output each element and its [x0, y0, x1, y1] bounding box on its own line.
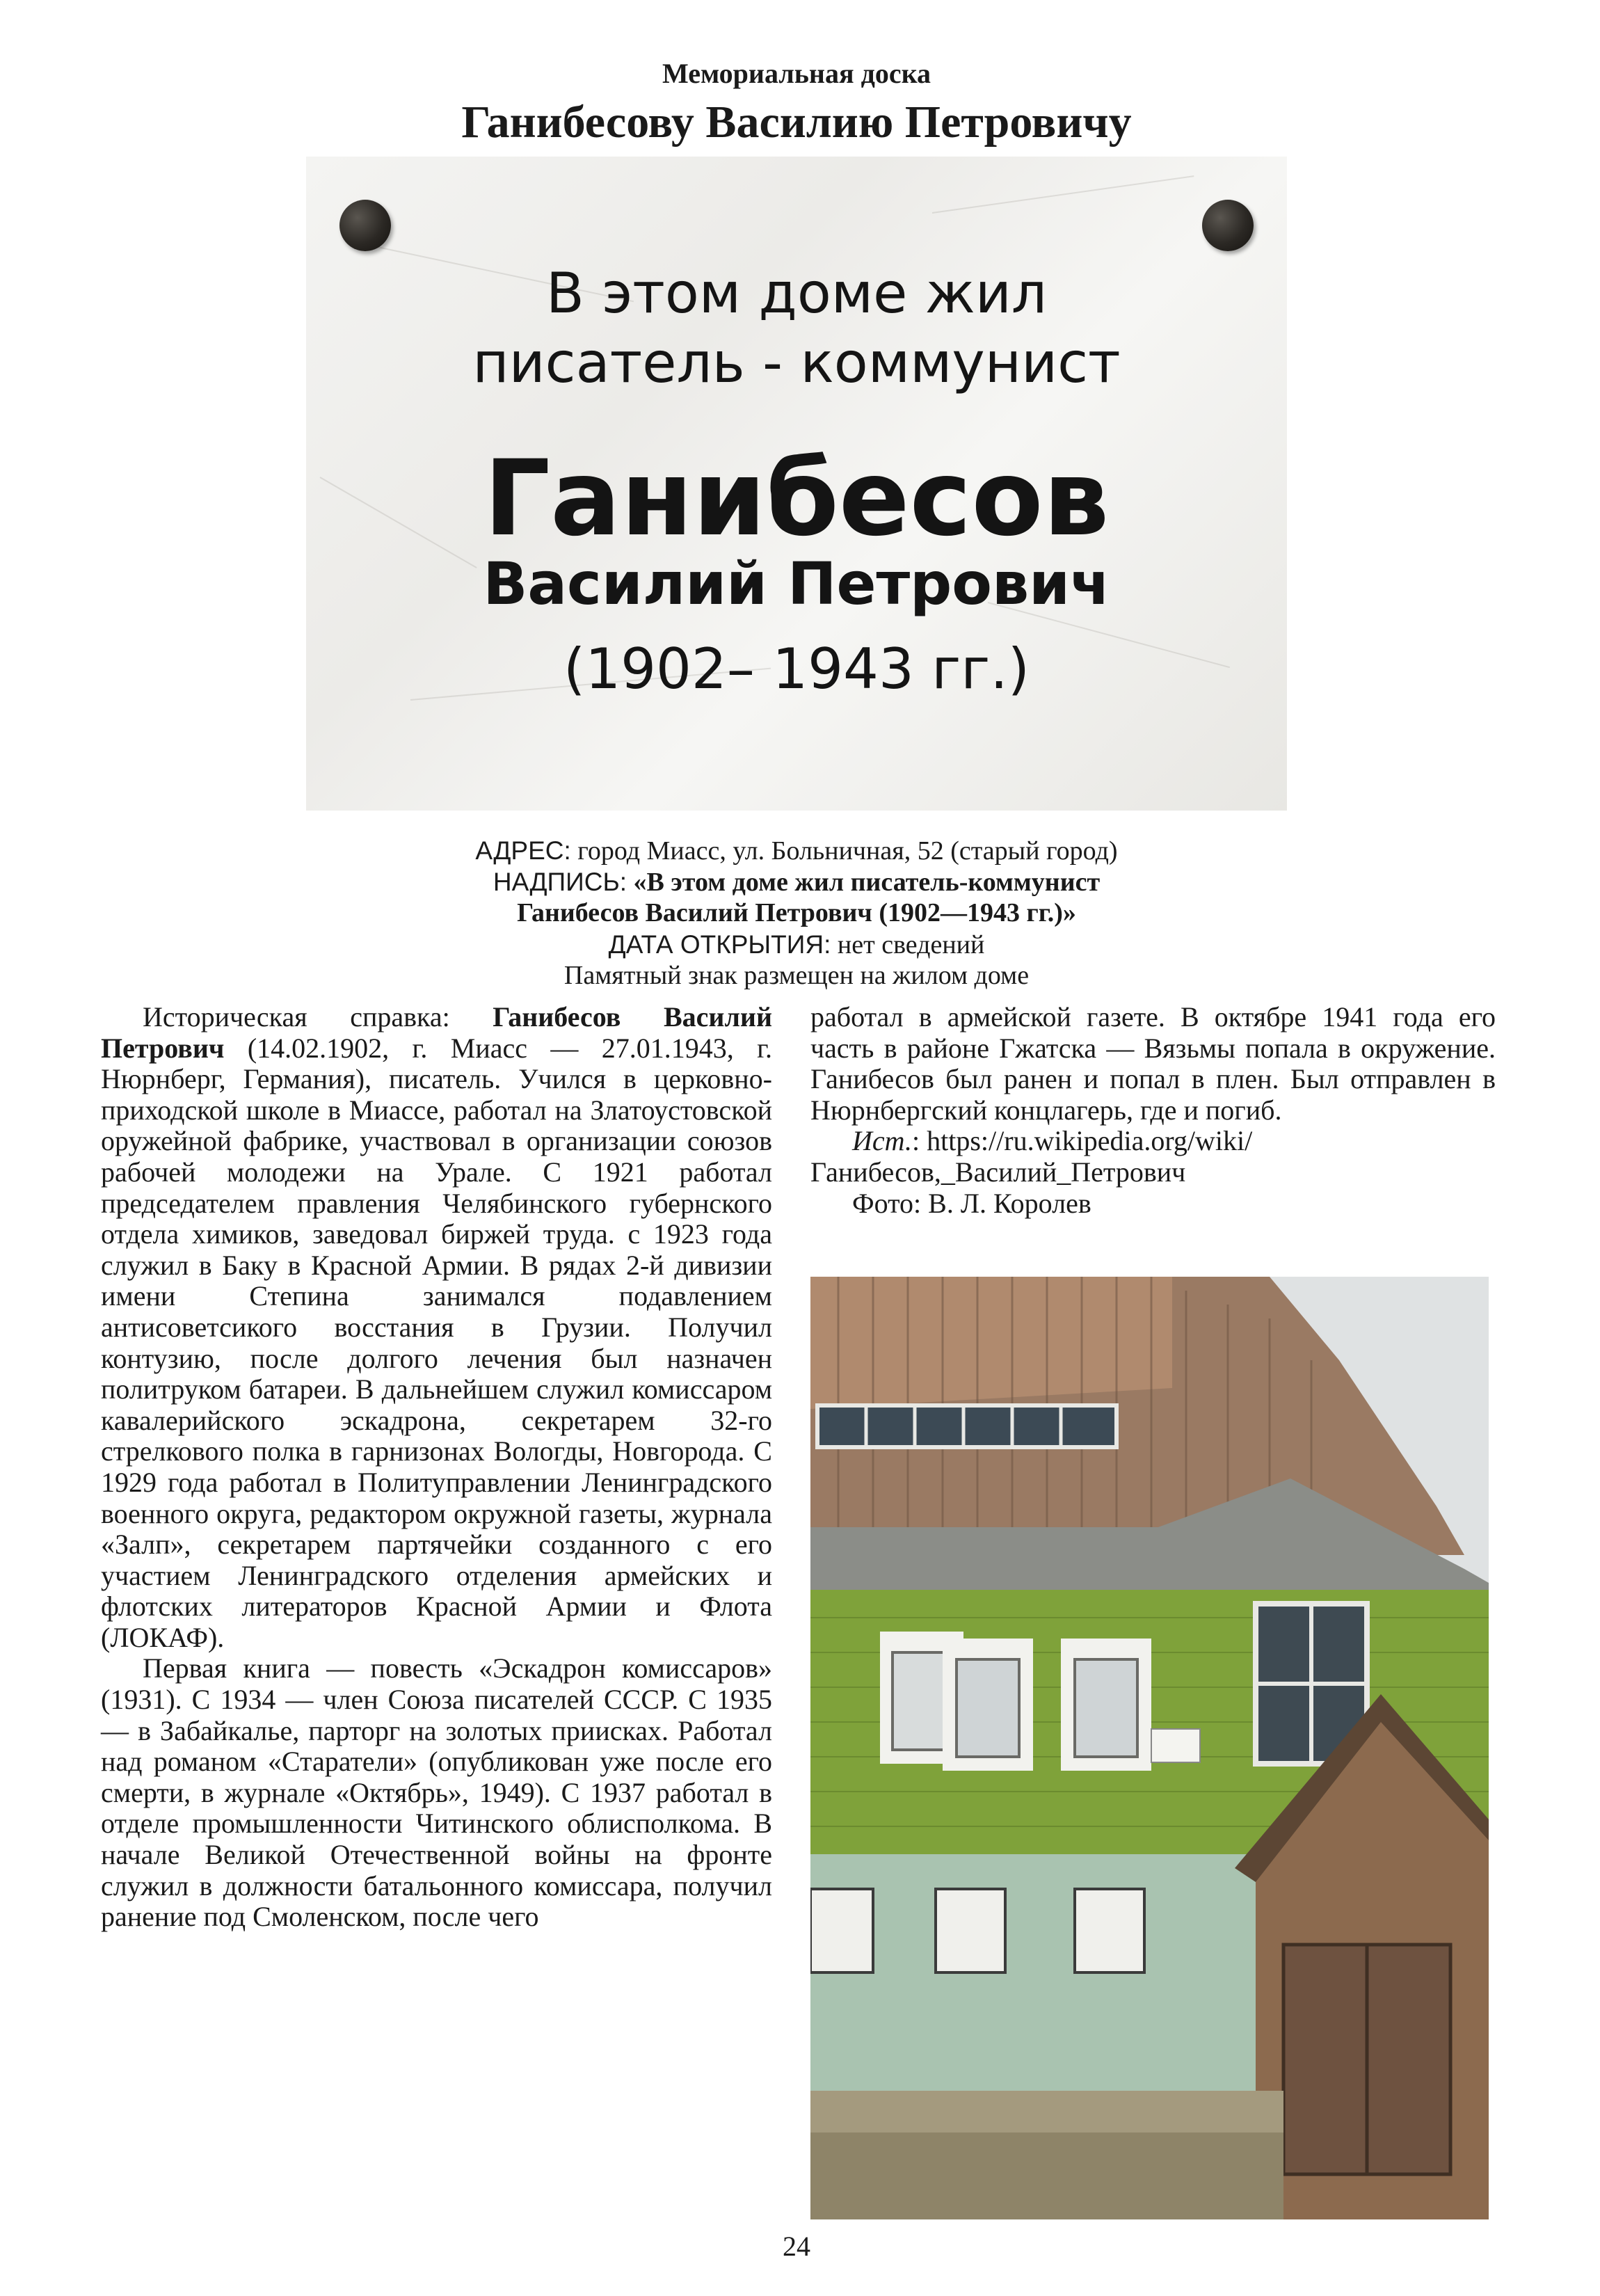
page-supertitle: Мемориальная доска	[662, 58, 931, 89]
plaque-name: Василий Петрович	[483, 550, 1110, 618]
plaque-bolt-left	[339, 200, 391, 251]
history-text: (14.02.1902, г. Миасс — 27.01.1943, г. Нюрнберг, Германия), писатель. Учился в церковно-приходской школе в Миассе, работал на Златоустовской оружейной фабрике, участвовал в организации союзов рабочей молодежи на Урале. С 1921 работал председателем правления Челябинского губернского отдела химиков, заведовал биржей труда. с 1923 года служил в Баку в Красной Армии. В рядах 2-й дивизии имени Степина занимался подавлением антисоветсикого восстания в Грузии. Получил контузию, после долгого лечения был назначен политруком батареи. В дальнейшем служил комиссаром кавалерийского эскадрона, секретарем 32-го стрелкового полка в гарнизонах Вологды, Новгорода. С 1929 года работал в Политуправлении Ленинградского военного округа, редактором окружной газеты, журнала «Залп», секретарем партячейки созданного с его участием Ленинградского отделения армейских и флотских литераторов Красной Армии и Флота (ЛОКАФ).	[101, 1032, 772, 1653]
photo-credit: Фото: В. Л. Королев	[852, 1187, 1091, 1219]
body-paragraph-2: Первая книга — повесть «Эскадрон комиссаров» (1931). С 1934 — член Союза писателей СССР. С 1935 — в Забайкалье, парторг на золотых приисках. Работал над романом «Старатели» (опубликован уже после его смерти, в журнале «Октябрь», 1949). С 1937 работал в отделе промышленности Читинского облисполкома. В начале Великой Отечественной войны на фронте служил в должности батальонного комиссара, получил ранение под Смоленском, после чего	[101, 1652, 772, 1933]
address-label: АДРЕС:	[475, 836, 571, 865]
opening-date-value: нет сведений	[837, 930, 985, 959]
source-label: Ист.	[852, 1125, 913, 1157]
inscription-line-1	[0, 866, 1593, 898]
address-value: город Миасс, ул. Больничная, 52 (старый город)	[577, 836, 1118, 866]
inscription-label: НАДПИСЬ:	[493, 868, 627, 896]
page-number: 24	[783, 2231, 810, 2262]
page-title: Ганибесову Василию Петровичу	[461, 97, 1132, 148]
subject-name: Ганибесов Василий Петрович	[101, 1001, 772, 1064]
plaque-bolt-right	[1202, 200, 1254, 251]
source-line	[810, 1126, 1496, 1188]
plaque-surname: Ганибесов	[483, 438, 1110, 559]
body-column-right	[810, 1002, 1496, 1219]
history-lead: Историческая справка:	[143, 1001, 493, 1033]
plaque-years: (1902– 1943 гг.)	[563, 637, 1030, 701]
plaque-photo	[306, 157, 1287, 811]
body-paragraph-1	[101, 1002, 772, 1653]
body-paragraph-3: работал в армейской газете. В октябре 1941 года его часть в районе Гжатска — Вязьмы попала в окружение. Ганибесов был ранен и попал в плен. Был отправлен в Нюрнбергский концлагерь, где и погиб.	[810, 1001, 1496, 1126]
source-url: : https://ru.wikipedia.org/wiki/Ганибесов,_Василий_Петрович	[810, 1125, 1253, 1188]
address-line	[0, 835, 1593, 867]
inscription-line-2	[0, 898, 1593, 929]
opening-date-line	[0, 929, 1593, 961]
inscription-text-2: Ганибесов Василий Петрович (1902—1943 гг.)»	[517, 898, 1076, 927]
placement-note: Памятный знак размещен на жилом доме	[563, 961, 1030, 990]
plaque-line-2: писатель - коммунист	[472, 330, 1121, 395]
opening-date-label: ДАТА ОТКРЫТИЯ:	[608, 930, 831, 959]
house-photo	[810, 1277, 1489, 2219]
inscription-text-1: «В этом доме жил писатель-коммунист	[633, 868, 1101, 897]
plaque-line-1: В этом доме жил	[546, 261, 1047, 326]
body-column-left	[101, 1002, 772, 1933]
